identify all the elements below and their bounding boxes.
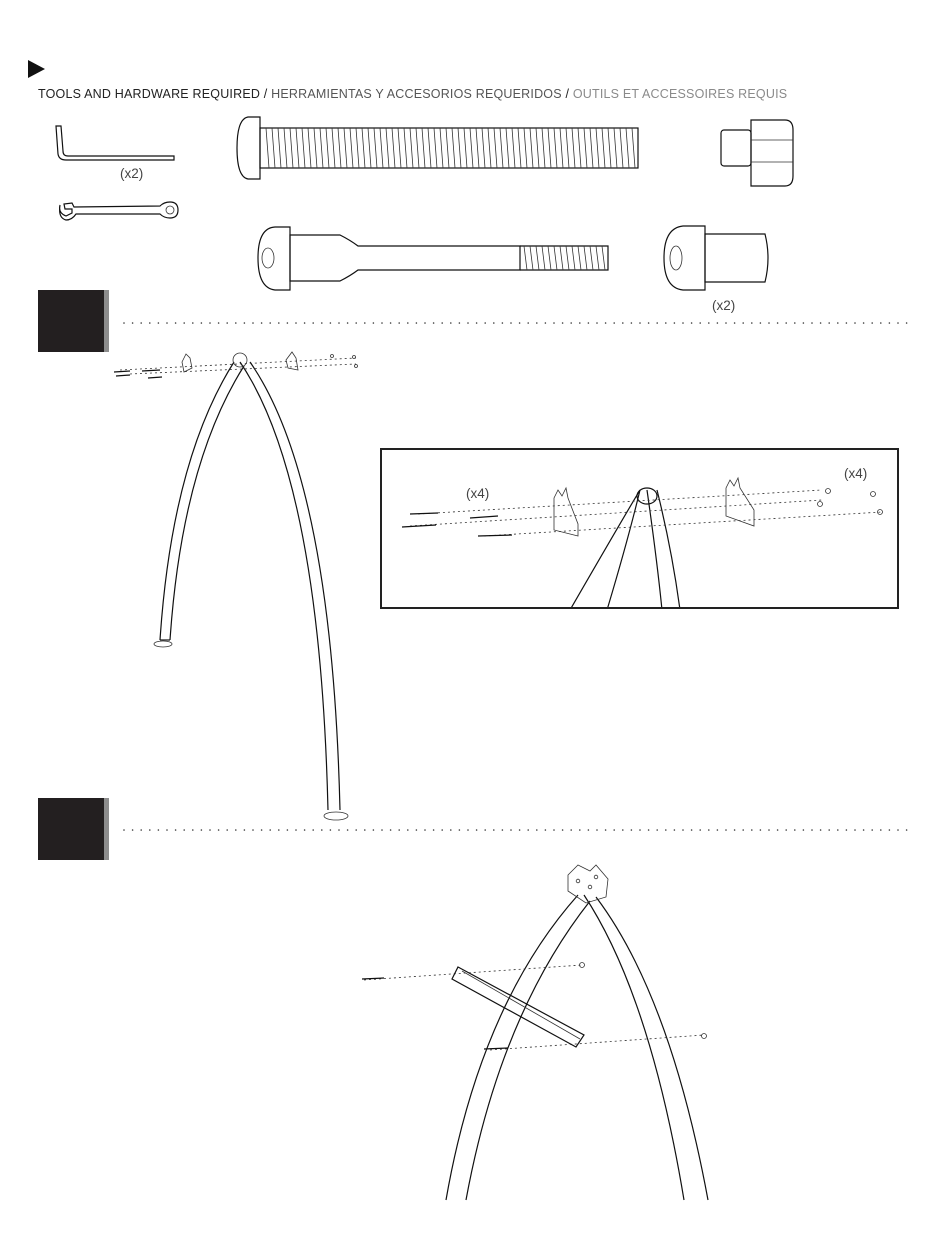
barrel-nut-icon — [664, 226, 768, 290]
hardware-illustrations — [0, 110, 950, 300]
step-1-marker — [38, 290, 104, 352]
wrench-icon — [60, 202, 178, 220]
heading-separator: / — [565, 87, 570, 101]
step-2-marker — [38, 798, 104, 860]
detail-right-quantity: (x4) — [844, 466, 868, 481]
hex-key-icon — [56, 126, 174, 160]
nut-icon — [721, 120, 793, 186]
heading-english: TOOLS AND HARDWARE REQUIRED — [38, 87, 261, 101]
step-1-divider — [118, 318, 918, 328]
detail-drawing — [382, 450, 897, 607]
shoulder-bolt-icon — [258, 227, 608, 290]
tools-hardware-heading — [38, 87, 787, 101]
hex-key-quantity: (x2) — [120, 166, 144, 181]
barrel-nut-quantity: (x2) — [712, 298, 736, 313]
heading-french: OUTILS ET ACCESSOIRES REQUIS — [572, 87, 788, 101]
bolt-icon — [237, 117, 638, 179]
step-2-crossbar-drawing — [350, 855, 730, 1205]
step-2-divider — [118, 825, 918, 835]
heading-separator: / — [263, 87, 268, 101]
detail-left-quantity: (x4) — [466, 486, 490, 501]
play-arrow-icon — [28, 60, 45, 78]
step-1-detail-inset — [380, 448, 899, 609]
step-1-frame-drawing — [100, 340, 380, 830]
heading-spanish: HERRAMIENTAS Y ACCESORIOS REQUERIDOS — [271, 87, 562, 101]
